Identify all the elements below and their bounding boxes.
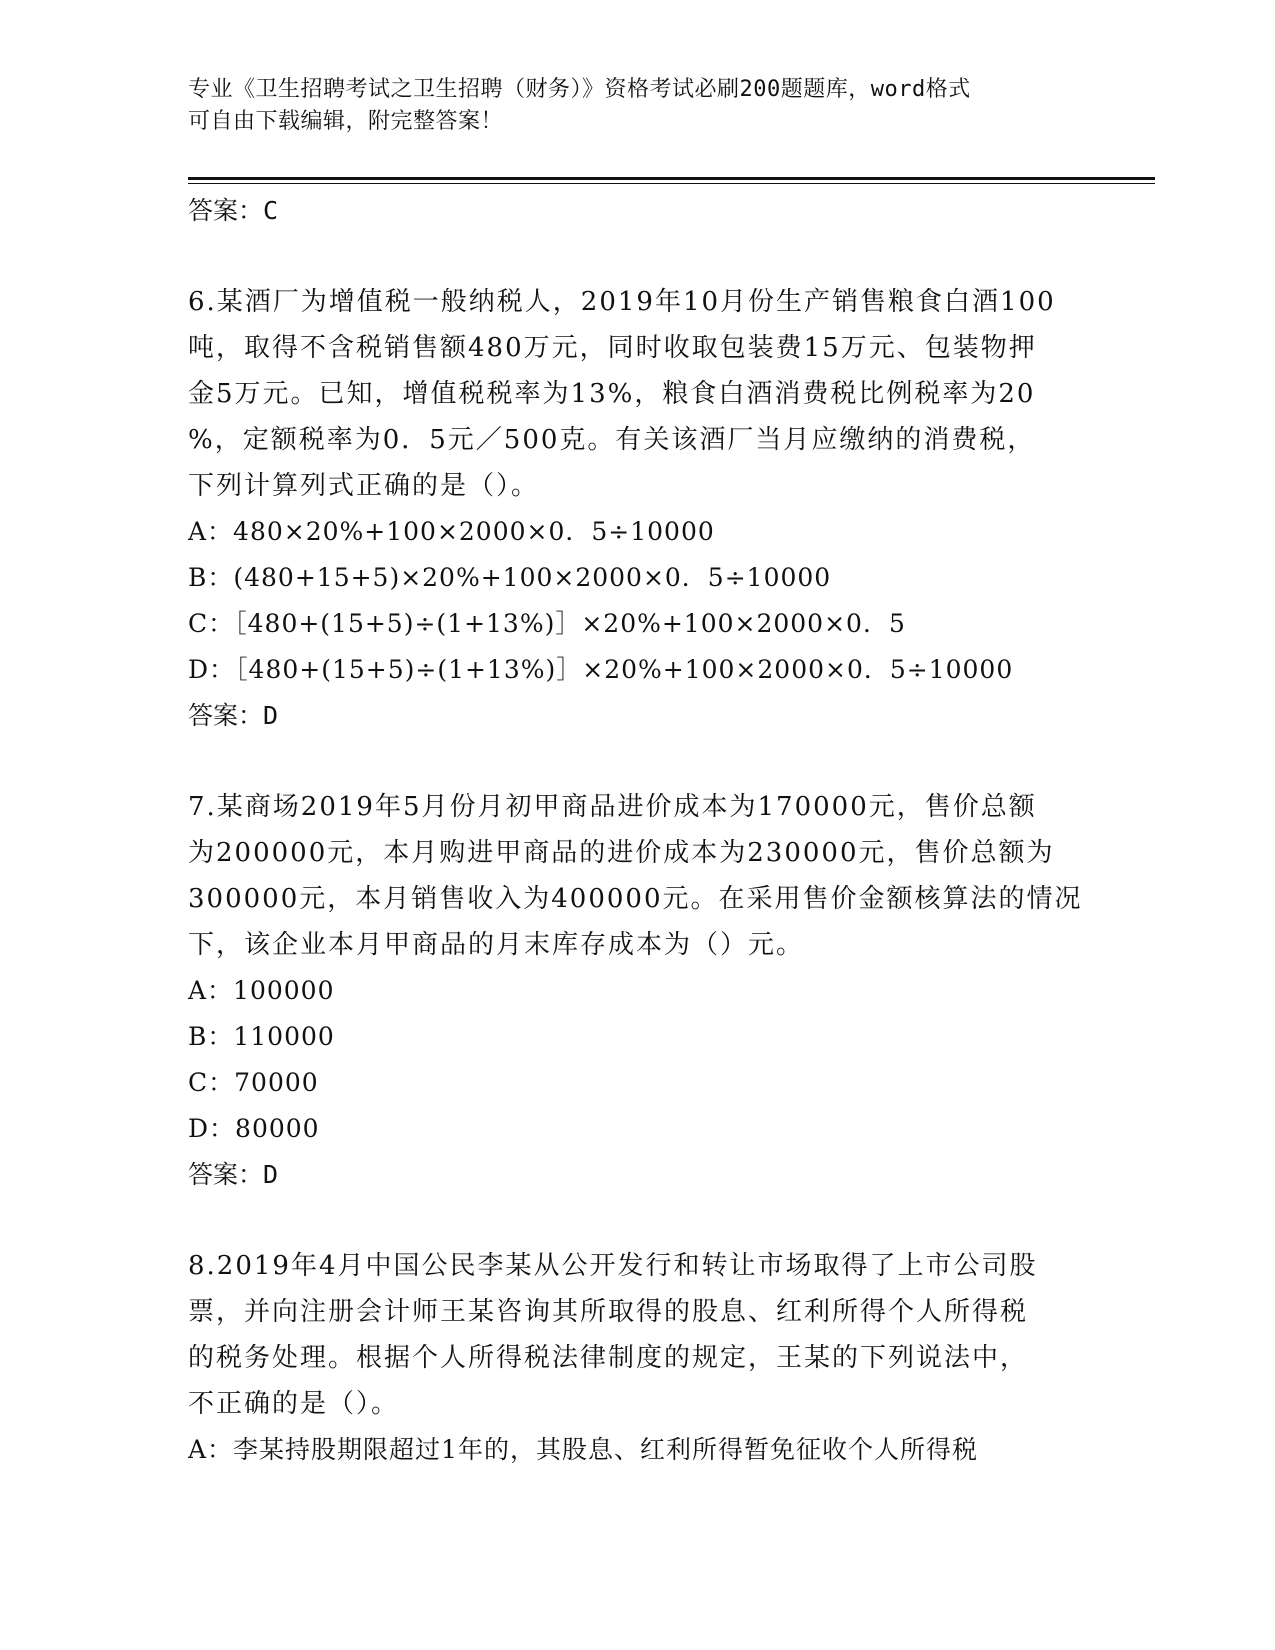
question-text-line: 票，并向注册会计师王某咨询其所取得的股息、红利所得个人所得税 [188, 1297, 1029, 1327]
question-text-line: 7.某商场2019年5月份月初甲商品进价成本为170000元，售价总额 [188, 792, 1037, 822]
question-text-line: 金5万元。已知，增值税税率为13%，粮食白酒消费税比例税率为20 [188, 379, 1036, 409]
answer-q6: 答案：D [188, 701, 279, 730]
question-text-line: 8.2019年4月中国公民李某从公开发行和转让市场取得了上市公司股 [188, 1251, 1038, 1281]
spacer [188, 739, 1088, 784]
option-a: A：480×20%+100×2000×0．5÷10000 [188, 517, 715, 546]
header-rule-thick [188, 177, 1155, 180]
spacer [188, 1198, 1088, 1243]
question-text-line: 吨，取得不含税销售额480万元，同时收取包装费15万元、包装物押 [188, 333, 1037, 363]
option-b: B：110000 [188, 1022, 335, 1051]
question-7 [188, 784, 1088, 1198]
page-content [188, 188, 1088, 1473]
option-d: D：［480+(15+5)÷(1+13%)］×20%+100×2000×0．5÷10000 [188, 655, 1014, 684]
option-a: A：100000 [188, 976, 335, 1005]
question-text-line: 下，该企业本月甲商品的月末库存成本为（）元。 [188, 930, 805, 960]
answer-q7: 答案：D [188, 1160, 279, 1189]
question-8 [188, 1243, 1088, 1473]
spacer [188, 234, 1088, 279]
question-text-line: 的税务处理。根据个人所得税法律制度的规定，王某的下列说法中， [188, 1343, 1029, 1373]
option-a: A：李某持股期限超过1年的，其股息、红利所得暂免征收个人所得税 [188, 1435, 978, 1464]
question-text-line: 为200000元，本月购进甲商品的进价成本为230000元，售价总额为 [188, 838, 1055, 868]
question-text-line: 不正确的是（）。 [188, 1389, 400, 1419]
question-text-line: 300000元，本月销售收入为400000元。在采用售价金额核算法的情况 [188, 884, 1083, 914]
header-line-2: 可自由下载编辑，附完整答案！ [188, 109, 504, 134]
question-text-line: 下列计算列式正确的是（）。 [188, 471, 540, 501]
header-line-1: 专业《卫生招聘考试之卫生招聘（财务）》资格考试必刷200题题库，word格式 [188, 77, 971, 102]
option-c: C：70000 [188, 1068, 319, 1097]
option-b: B：(480+15+5)×20%+100×2000×0．5÷10000 [188, 563, 832, 592]
option-c: C：［480+(15+5)÷(1+13%)］×20%+100×2000×0．5 [188, 609, 906, 638]
document-header [188, 74, 1068, 138]
question-6 [188, 279, 1088, 739]
question-text-line: %，定额税率为0．5元／500克。有关该酒厂当月应缴纳的消费税， [188, 425, 1036, 455]
answer-q5: 答案：C [188, 196, 279, 225]
question-text-line: 6.某酒厂为增值税一般纳税人，2019年10月份生产销售粮食白酒100 [188, 287, 1056, 317]
option-d: D：80000 [188, 1114, 320, 1143]
header-rule-thin [188, 183, 1155, 184]
